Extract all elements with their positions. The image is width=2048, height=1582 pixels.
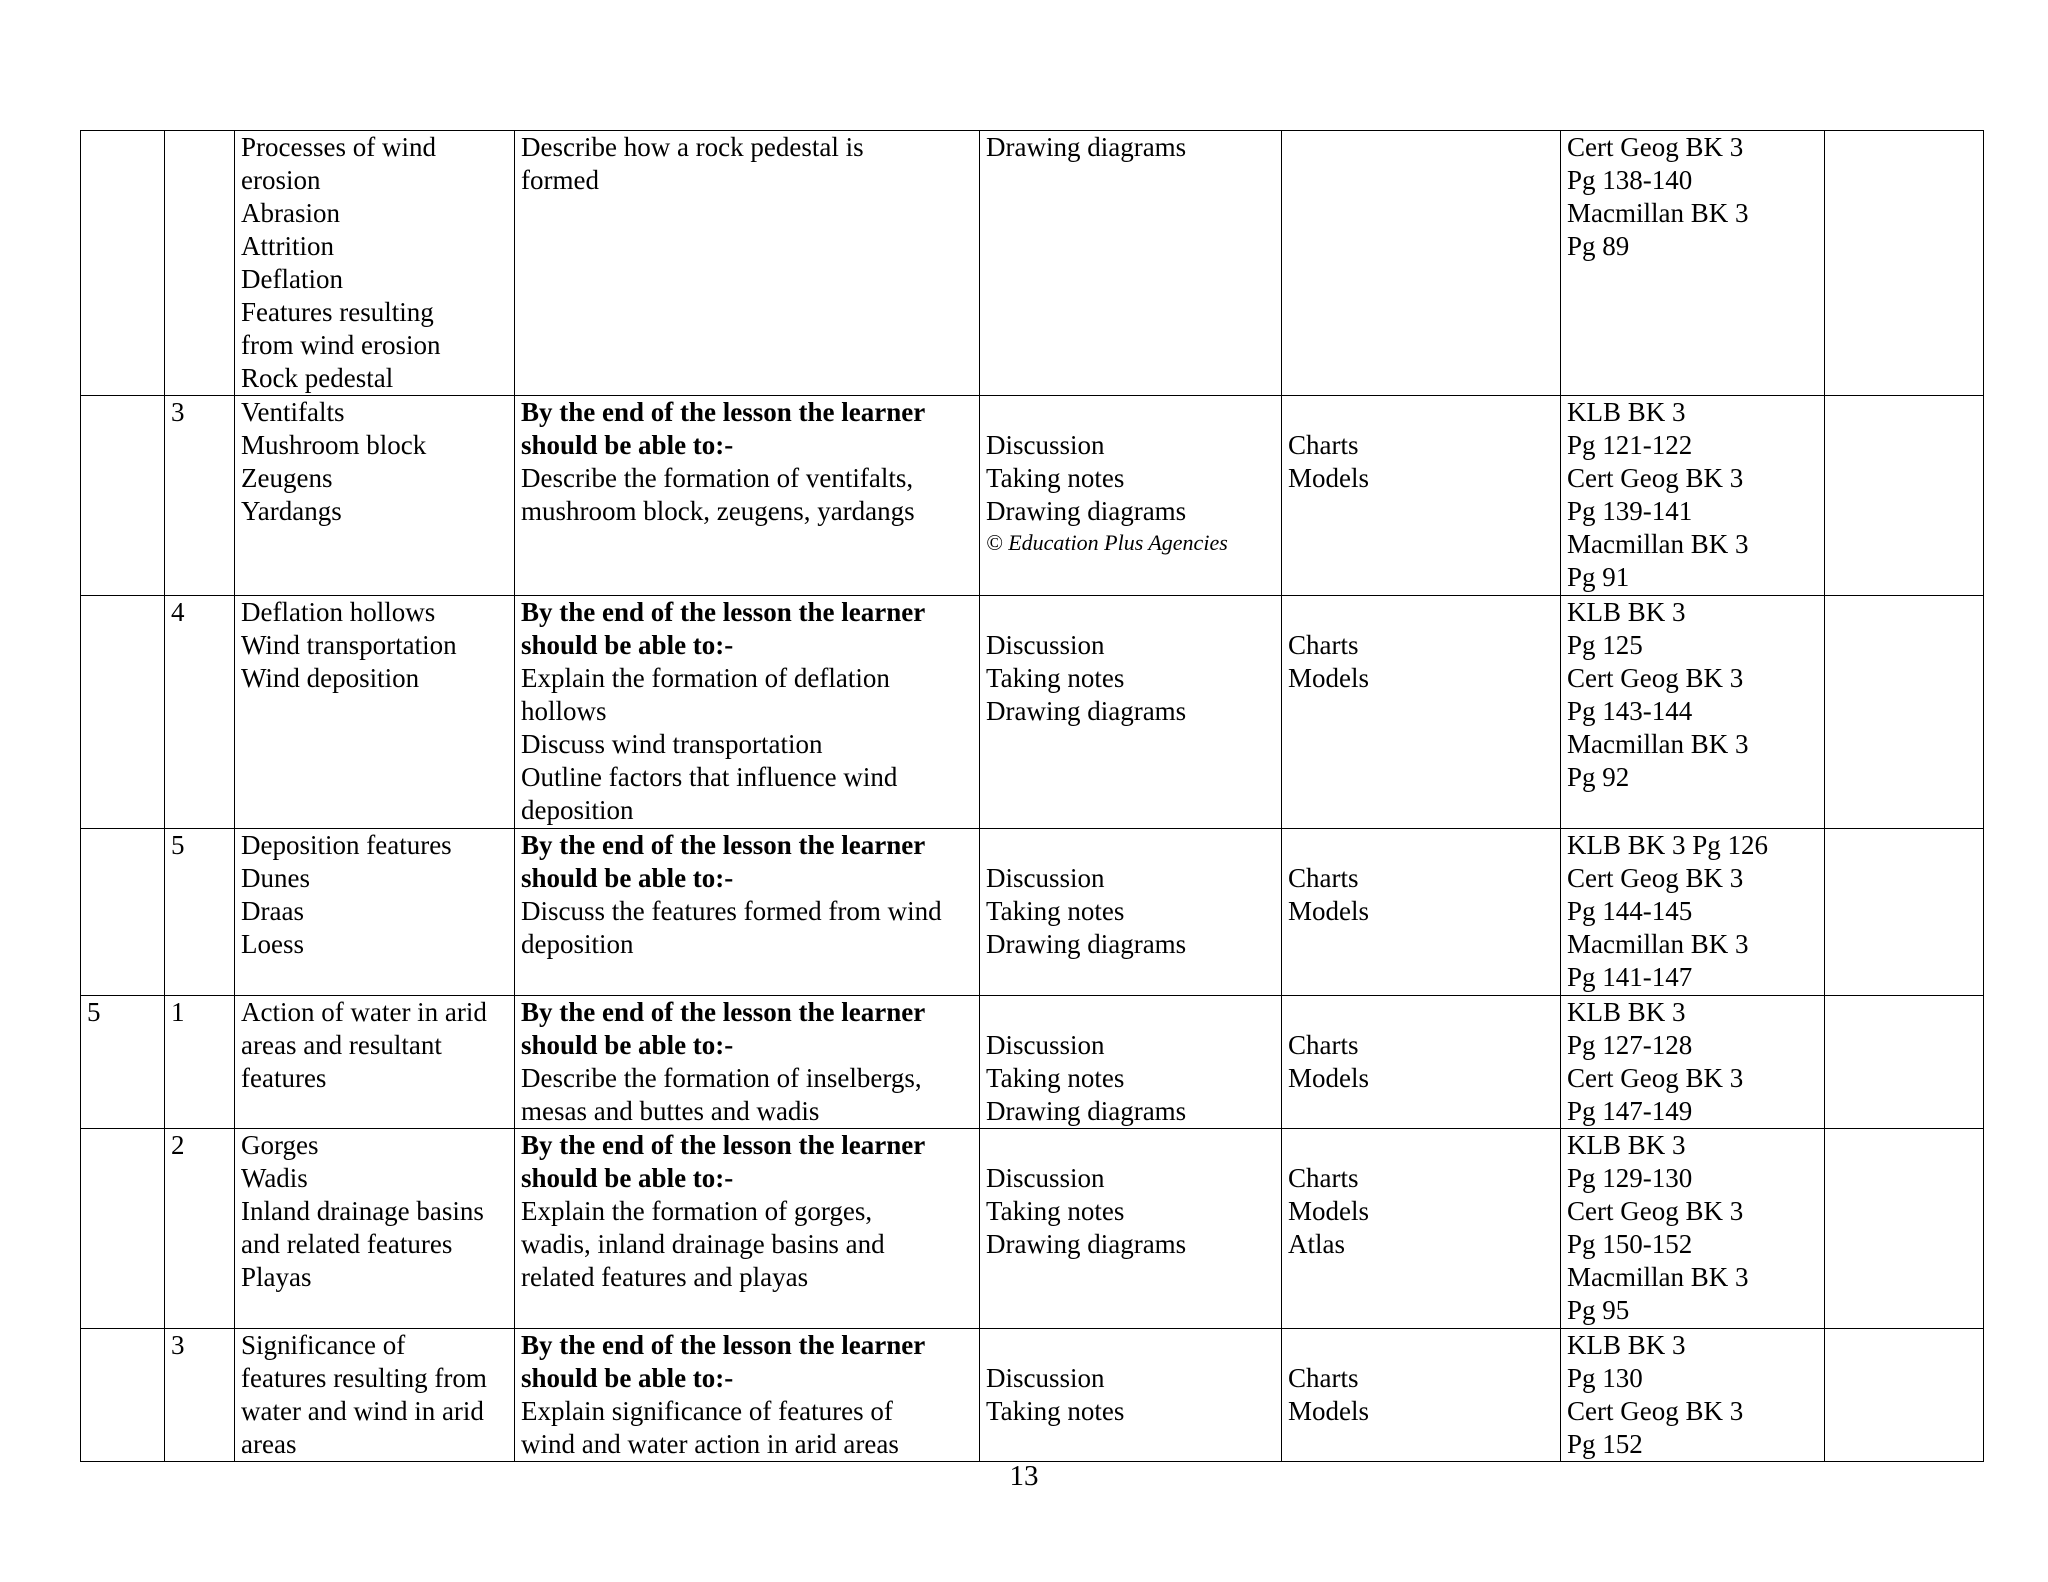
week-number: 5 xyxy=(87,997,101,1027)
activity-line: Drawing diagrams xyxy=(986,696,1187,726)
reference-line: KLB BK 3 xyxy=(1567,997,1686,1027)
table-row xyxy=(81,396,1984,596)
topic-line: Wind deposition xyxy=(241,663,420,693)
remarks-cell xyxy=(1825,1129,1984,1329)
lesson-cell xyxy=(165,1129,235,1329)
topic-line: Dunes xyxy=(241,863,310,893)
topic-line: from wind erosion xyxy=(241,330,441,360)
topic-line: Processes of wind xyxy=(241,132,436,162)
objectives-header-line: By the end of the lesson the learner xyxy=(521,597,926,627)
objective-line: related features and playas xyxy=(521,1262,809,1292)
table-row xyxy=(81,1329,1984,1462)
material-line: Models xyxy=(1288,1196,1369,1226)
cell-spacer xyxy=(1288,396,1554,429)
reference-line: KLB BK 3 xyxy=(1567,397,1686,427)
reference-line: Pg 129-130 xyxy=(1567,1163,1693,1193)
activities-cell xyxy=(980,131,1282,396)
table-body xyxy=(81,131,1984,1462)
lesson-number: 3 xyxy=(171,1330,185,1360)
week-cell xyxy=(81,131,165,396)
topic-cell xyxy=(235,1129,515,1329)
reference-line: Cert Geog BK 3 xyxy=(1567,863,1744,893)
activity-line: Discussion xyxy=(986,1163,1105,1193)
topic-line: features xyxy=(241,1063,327,1093)
topic-line: Wind transportation xyxy=(241,630,457,660)
lesson-number: 4 xyxy=(171,597,185,627)
lesson-number: 3 xyxy=(171,397,185,427)
topic-line: Significance of xyxy=(241,1330,406,1360)
objective-line: mesas and buttes and wadis xyxy=(521,1096,820,1126)
week-cell xyxy=(81,1129,165,1329)
activity-line: Drawing diagrams xyxy=(986,1229,1187,1259)
topic-line: erosion xyxy=(241,165,321,195)
objective-line: hollows xyxy=(521,696,607,726)
reference-line: Cert Geog BK 3 xyxy=(1567,1196,1744,1226)
references-cell xyxy=(1561,1329,1825,1462)
objective-line: Explain the formation of deflation xyxy=(521,663,890,693)
references-cell xyxy=(1561,829,1825,996)
reference-line: Macmillan BK 3 xyxy=(1567,529,1749,559)
reference-line: Cert Geog BK 3 xyxy=(1567,1396,1744,1426)
reference-line: Pg 141-147 xyxy=(1567,962,1693,992)
lesson-cell xyxy=(165,1329,235,1462)
reference-line: Cert Geog BK 3 xyxy=(1567,463,1744,493)
objectives-header-line: By the end of the lesson the learner xyxy=(521,997,926,1027)
reference-line: Cert Geog BK 3 xyxy=(1567,663,1744,693)
topic-line: Inland drainage basins xyxy=(241,1196,484,1226)
activity-line: Taking notes xyxy=(986,1063,1125,1093)
reference-line: Cert Geog BK 3 xyxy=(1567,1063,1744,1093)
objectives-cell xyxy=(515,131,980,396)
cell-spacer xyxy=(1288,596,1554,629)
material-line: Charts xyxy=(1288,430,1359,460)
objectives-header-line: should be able to:- xyxy=(521,1030,734,1060)
materials-cell xyxy=(1282,1129,1561,1329)
reference-line: Pg 91 xyxy=(1567,562,1630,592)
objectives-header-line: By the end of the lesson the learner xyxy=(521,397,926,427)
material-line: Models xyxy=(1288,1396,1369,1426)
material-line: Atlas xyxy=(1288,1229,1345,1259)
objectives-cell xyxy=(515,996,980,1129)
activity-line: Taking notes xyxy=(986,1196,1125,1226)
cell-spacer xyxy=(986,1129,1275,1162)
remarks-cell xyxy=(1825,131,1984,396)
material-line: Models xyxy=(1288,1063,1369,1093)
table-row xyxy=(81,596,1984,829)
reference-line: Pg 89 xyxy=(1567,231,1630,261)
cell-spacer xyxy=(986,1329,1275,1362)
lesson-cell xyxy=(165,131,235,396)
activities-cell xyxy=(980,996,1282,1129)
reference-line: Macmillan BK 3 xyxy=(1567,729,1749,759)
reference-line: Pg 143-144 xyxy=(1567,696,1693,726)
topic-line: features resulting from xyxy=(241,1363,487,1393)
materials-cell xyxy=(1282,1329,1561,1462)
topic-line: water and wind in arid xyxy=(241,1396,484,1426)
week-cell xyxy=(81,396,165,596)
materials-cell xyxy=(1282,596,1561,829)
material-line: Models xyxy=(1288,896,1369,926)
lesson-cell xyxy=(165,396,235,596)
objectives-header-line: should be able to:- xyxy=(521,630,734,660)
activity-line: Discussion xyxy=(986,1363,1105,1393)
remarks-cell xyxy=(1825,829,1984,996)
activity-line: Taking notes xyxy=(986,663,1125,693)
topic-line: areas xyxy=(241,1429,297,1459)
reference-line: Pg 139-141 xyxy=(1567,496,1693,526)
scheme-of-work-table xyxy=(80,130,1984,1462)
activities-cell xyxy=(980,829,1282,996)
reference-line: Pg 144-145 xyxy=(1567,896,1693,926)
lesson-cell xyxy=(165,829,235,996)
lesson-cell xyxy=(165,996,235,1129)
activity-line: Drawing diagrams xyxy=(986,929,1187,959)
activity-line: Discussion xyxy=(986,863,1105,893)
cell-spacer xyxy=(1288,1129,1554,1162)
topic-cell xyxy=(235,829,515,996)
objective-line: deposition xyxy=(521,795,634,825)
reference-line: Pg 150-152 xyxy=(1567,1229,1693,1259)
reference-line: Pg 121-122 xyxy=(1567,430,1693,460)
objective-line: wind and water action in arid areas xyxy=(521,1429,899,1459)
objective-line: Describe the formation of ventifalts, xyxy=(521,463,914,493)
topic-line: Attrition xyxy=(241,231,334,261)
activity-line: Taking notes xyxy=(986,463,1125,493)
objective-line: Explain significance of features of xyxy=(521,1396,893,1426)
reference-line: Pg 152 xyxy=(1567,1429,1643,1459)
cell-spacer xyxy=(1288,829,1554,862)
reference-line: Pg 95 xyxy=(1567,1295,1630,1325)
references-cell xyxy=(1561,1129,1825,1329)
materials-cell xyxy=(1282,996,1561,1129)
material-line: Models xyxy=(1288,663,1369,693)
table-row xyxy=(81,996,1984,1129)
objective-line: mushroom block, zeugens, yardangs xyxy=(521,496,915,526)
remarks-cell xyxy=(1825,1329,1984,1462)
reference-line: Pg 138-140 xyxy=(1567,165,1693,195)
reference-line: KLB BK 3 xyxy=(1567,1330,1686,1360)
reference-line: Pg 127-128 xyxy=(1567,1030,1693,1060)
reference-line: Macmillan BK 3 xyxy=(1567,198,1749,228)
cell-spacer xyxy=(1288,1329,1554,1362)
topic-line: Abrasion xyxy=(241,198,340,228)
reference-line: Macmillan BK 3 xyxy=(1567,1262,1749,1292)
objective-line: formed xyxy=(521,165,599,195)
objectives-header-line: By the end of the lesson the learner xyxy=(521,830,926,860)
copyright-notice: © Education Plus Agencies xyxy=(986,530,1228,555)
topic-line: Rock pedestal xyxy=(241,363,394,393)
materials-cell xyxy=(1282,131,1561,396)
topic-line: Zeugens xyxy=(241,463,333,493)
activities-cell xyxy=(980,596,1282,829)
reference-line: Cert Geog BK 3 xyxy=(1567,132,1744,162)
topic-cell xyxy=(235,131,515,396)
objectives-header-line: should be able to:- xyxy=(521,863,734,893)
material-line: Charts xyxy=(1288,1163,1359,1193)
objective-line: wadis, inland drainage basins and xyxy=(521,1229,885,1259)
topic-line: Deflation xyxy=(241,264,343,294)
activities-cell xyxy=(980,396,1282,596)
week-cell xyxy=(81,996,165,1129)
week-cell xyxy=(81,829,165,996)
topic-line: and related features xyxy=(241,1229,453,1259)
cell-spacer xyxy=(986,596,1275,629)
topic-line: Deposition features xyxy=(241,830,452,860)
material-line: Charts xyxy=(1288,1030,1359,1060)
materials-cell xyxy=(1282,396,1561,596)
objectives-cell xyxy=(515,829,980,996)
activity-line: Discussion xyxy=(986,630,1105,660)
remarks-cell xyxy=(1825,396,1984,596)
topic-line: Yardangs xyxy=(241,496,342,526)
activity-line: Discussion xyxy=(986,430,1105,460)
lesson-number: 2 xyxy=(171,1130,185,1160)
cell-spacer xyxy=(1288,996,1554,1029)
reference-line: Pg 130 xyxy=(1567,1363,1643,1393)
topic-cell xyxy=(235,596,515,829)
objectives-header-line: should be able to:- xyxy=(521,1163,734,1193)
references-cell xyxy=(1561,996,1825,1129)
references-cell xyxy=(1561,131,1825,396)
activity-line: Taking notes xyxy=(986,896,1125,926)
material-line: Charts xyxy=(1288,1363,1359,1393)
topic-line: areas and resultant xyxy=(241,1030,442,1060)
objective-line: Discuss wind transportation xyxy=(521,729,823,759)
topic-line: Loess xyxy=(241,929,304,959)
topic-line: Wadis xyxy=(241,1163,308,1193)
objective-line: Discuss the features formed from wind xyxy=(521,896,942,926)
week-cell xyxy=(81,1329,165,1462)
activity-line: Drawing diagrams xyxy=(986,1096,1187,1126)
remarks-cell xyxy=(1825,996,1984,1129)
topic-line: Features resulting xyxy=(241,297,434,327)
materials-cell xyxy=(1282,829,1561,996)
reference-line: Pg 125 xyxy=(1567,630,1643,660)
activity-line: Discussion xyxy=(986,1030,1105,1060)
references-cell xyxy=(1561,396,1825,596)
objectives-header-line: should be able to:- xyxy=(521,1363,734,1393)
objectives-header-line: should be able to:- xyxy=(521,430,734,460)
topic-cell xyxy=(235,396,515,596)
objective-line: Outline factors that influence wind xyxy=(521,762,898,792)
page-number: 13 xyxy=(1009,1460,1039,1492)
activities-cell xyxy=(980,1329,1282,1462)
reference-line: Pg 92 xyxy=(1567,762,1630,792)
lesson-number: 1 xyxy=(171,997,185,1027)
material-line: Charts xyxy=(1288,863,1359,893)
reference-line: Pg 147-149 xyxy=(1567,1096,1693,1126)
cell-spacer xyxy=(986,996,1275,1029)
objective-line: Describe how a rock pedestal is xyxy=(521,132,864,162)
topic-line: Deflation hollows xyxy=(241,597,436,627)
week-cell xyxy=(81,596,165,829)
topic-line: Gorges xyxy=(241,1130,319,1160)
topic-line: Playas xyxy=(241,1262,312,1292)
topic-line: Draas xyxy=(241,896,304,926)
lesson-cell xyxy=(165,596,235,829)
references-cell xyxy=(1561,596,1825,829)
activity-line: Taking notes xyxy=(986,1396,1125,1426)
lesson-number: 5 xyxy=(171,830,185,860)
objective-line: Describe the formation of inselbergs, xyxy=(521,1063,922,1093)
topic-line: Ventifalts xyxy=(241,397,345,427)
table-row xyxy=(81,1129,1984,1329)
table-row xyxy=(81,829,1984,996)
objectives-cell xyxy=(515,1329,980,1462)
topic-cell xyxy=(235,1329,515,1462)
reference-line: Macmillan BK 3 xyxy=(1567,929,1749,959)
remarks-cell xyxy=(1825,596,1984,829)
activity-line: Drawing diagrams xyxy=(986,496,1187,526)
cell-spacer xyxy=(986,829,1275,862)
objective-line: deposition xyxy=(521,929,634,959)
material-line: Charts xyxy=(1288,630,1359,660)
activity-line: Drawing diagrams xyxy=(986,132,1187,162)
topic-cell xyxy=(235,996,515,1129)
objectives-cell xyxy=(515,1129,980,1329)
reference-line: KLB BK 3 Pg 126 xyxy=(1567,830,1769,860)
objectives-header-line: By the end of the lesson the learner xyxy=(521,1330,926,1360)
objectives-cell xyxy=(515,396,980,596)
reference-line: KLB BK 3 xyxy=(1567,1130,1686,1160)
objectives-header-line: By the end of the lesson the learner xyxy=(521,1130,926,1160)
topic-line: Action of water in arid xyxy=(241,997,487,1027)
reference-line: KLB BK 3 xyxy=(1567,597,1686,627)
objective-line: Explain the formation of gorges, xyxy=(521,1196,873,1226)
topic-line: Mushroom block xyxy=(241,430,427,460)
material-line: Models xyxy=(1288,463,1369,493)
activities-cell xyxy=(980,1129,1282,1329)
cell-spacer xyxy=(986,396,1275,429)
objectives-cell xyxy=(515,596,980,829)
table-row xyxy=(81,131,1984,396)
